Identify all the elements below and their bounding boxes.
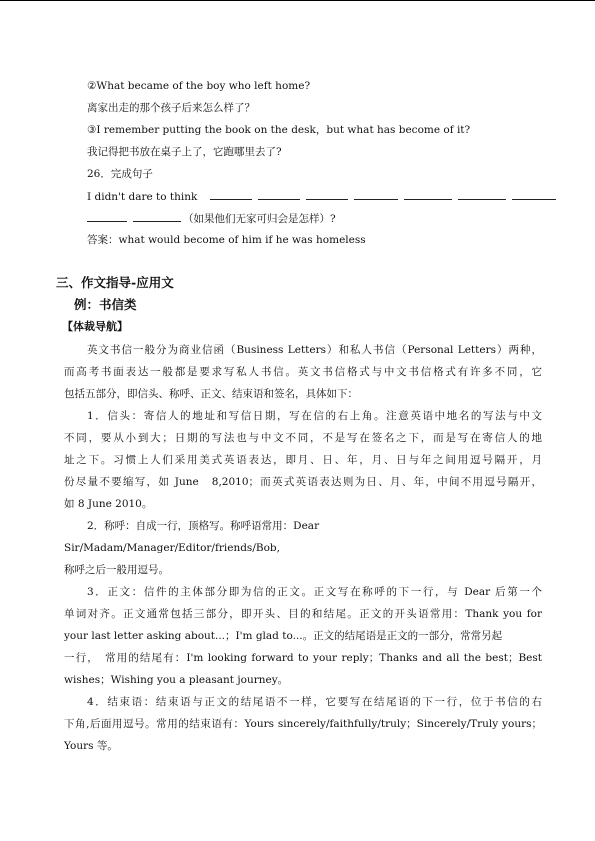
body-line: 3．正文：信件的主体部分即为信的正文。正文写在称呼的下一行，与 Dear 后第一个 bbox=[87, 586, 542, 598]
body-line: 称呼之后一般用逗号。 bbox=[64, 564, 169, 576]
body-line: 单词对齐。正文通常包括三部分，即开头、目的和结尾。正文的开头语常用：Thank you for bbox=[64, 608, 542, 620]
body-line: Sir/Madam/Manager/Editor/friends/Bob, bbox=[64, 542, 280, 554]
body-line: 1．信头：寄信人的地址和写信日期，写在信的右上角。注意英语中地名的写法与中文 bbox=[87, 410, 542, 422]
answer-blank[interactable] bbox=[210, 189, 252, 200]
answer-blank[interactable] bbox=[133, 211, 181, 222]
body-line: your last letter asking about...；I'm glad to...。正文的结尾语是正文的一部分，常常另起 bbox=[64, 630, 503, 642]
section-title: 三、作文指导-应用文 bbox=[56, 275, 174, 290]
example-translation-2: 离家出走的那个孩子后来怎么样了？ bbox=[87, 102, 255, 114]
answer-blank[interactable] bbox=[87, 211, 127, 222]
page-top-rule bbox=[0, 0, 595, 1]
body-line: 一行， 常用的结尾有：I'm looking forward to your reply；Thanks and all the best；Best bbox=[64, 652, 542, 664]
answer-blank[interactable] bbox=[404, 189, 452, 200]
body-line: 不同，要从小到大；日期的写法也与中文不同，不是写在签名之下，而是写在寄信人的地 bbox=[64, 432, 542, 444]
body-line: 2．称呼：自成一行，顶格写。称呼语常用：Dear bbox=[87, 520, 320, 532]
genre-guide-label: 【体裁导航】 bbox=[62, 320, 128, 333]
body-line: 如 8 June 2010。 bbox=[64, 498, 153, 510]
exercise-number: 26．完成句子 bbox=[87, 168, 153, 180]
example-sentence-2: ②What became of the boy who left home? bbox=[87, 80, 311, 92]
body-line: 包括五部分，即信头、称呼、正文、结束语和签名，具体如下： bbox=[64, 388, 358, 400]
example-title: 例：书信类 bbox=[74, 297, 137, 312]
body-line: wishes；Wishing you a pleasant journey。 bbox=[64, 674, 289, 686]
body-line: 英文书信一般分为商业信函（Business Letters）和私人书信（Personal Letters）两种， bbox=[87, 344, 542, 356]
example-sentence-3: ③I remember putting the book on the desk，but what has become of it? bbox=[87, 124, 471, 136]
body-line: 址之下。习惯上人们采用美式英语表达，即月、日、年，月、日与年之间用逗号隔开，月 bbox=[64, 454, 542, 466]
body-line: 4．结束语：结束语与正文的结尾语不一样，它要写在结尾语的下一行，位于书信的右 bbox=[87, 696, 542, 708]
exercise-suffix: （如果他们无家可归会是怎样）? bbox=[183, 213, 336, 225]
answer-blank[interactable] bbox=[458, 189, 506, 200]
answer-blank[interactable] bbox=[354, 189, 398, 200]
example-translation-3: 我记得把书放在桌子上了，它跑哪里去了? bbox=[87, 146, 282, 158]
body-line: 份尽量不要缩写，如 June 8,2010；而英式英语表达则为日、月、年，中间不用逗号隔开， bbox=[64, 476, 542, 488]
answer-blank[interactable] bbox=[258, 189, 300, 200]
answer-blank[interactable] bbox=[512, 189, 556, 200]
body-line: 下角,后面用逗号。常用的结束语有：Yours sincerely/faithfully/truly；Sincerely/Truly yours； bbox=[64, 718, 542, 730]
exercise-sentence-line1 bbox=[87, 189, 556, 204]
answer-line: 答案：what would become of him if he was homeless bbox=[87, 234, 366, 246]
body-line: Yours 等。 bbox=[64, 740, 118, 752]
body-line: 而高考书面表达一般都是要求写私人书信。英文书信格式与中文书信格式有许多不同，它 bbox=[64, 366, 542, 378]
exercise-prefix: I didn't dare to think bbox=[87, 191, 198, 203]
answer-blank[interactable] bbox=[306, 189, 348, 200]
exercise-sentence-line2 bbox=[87, 211, 336, 226]
